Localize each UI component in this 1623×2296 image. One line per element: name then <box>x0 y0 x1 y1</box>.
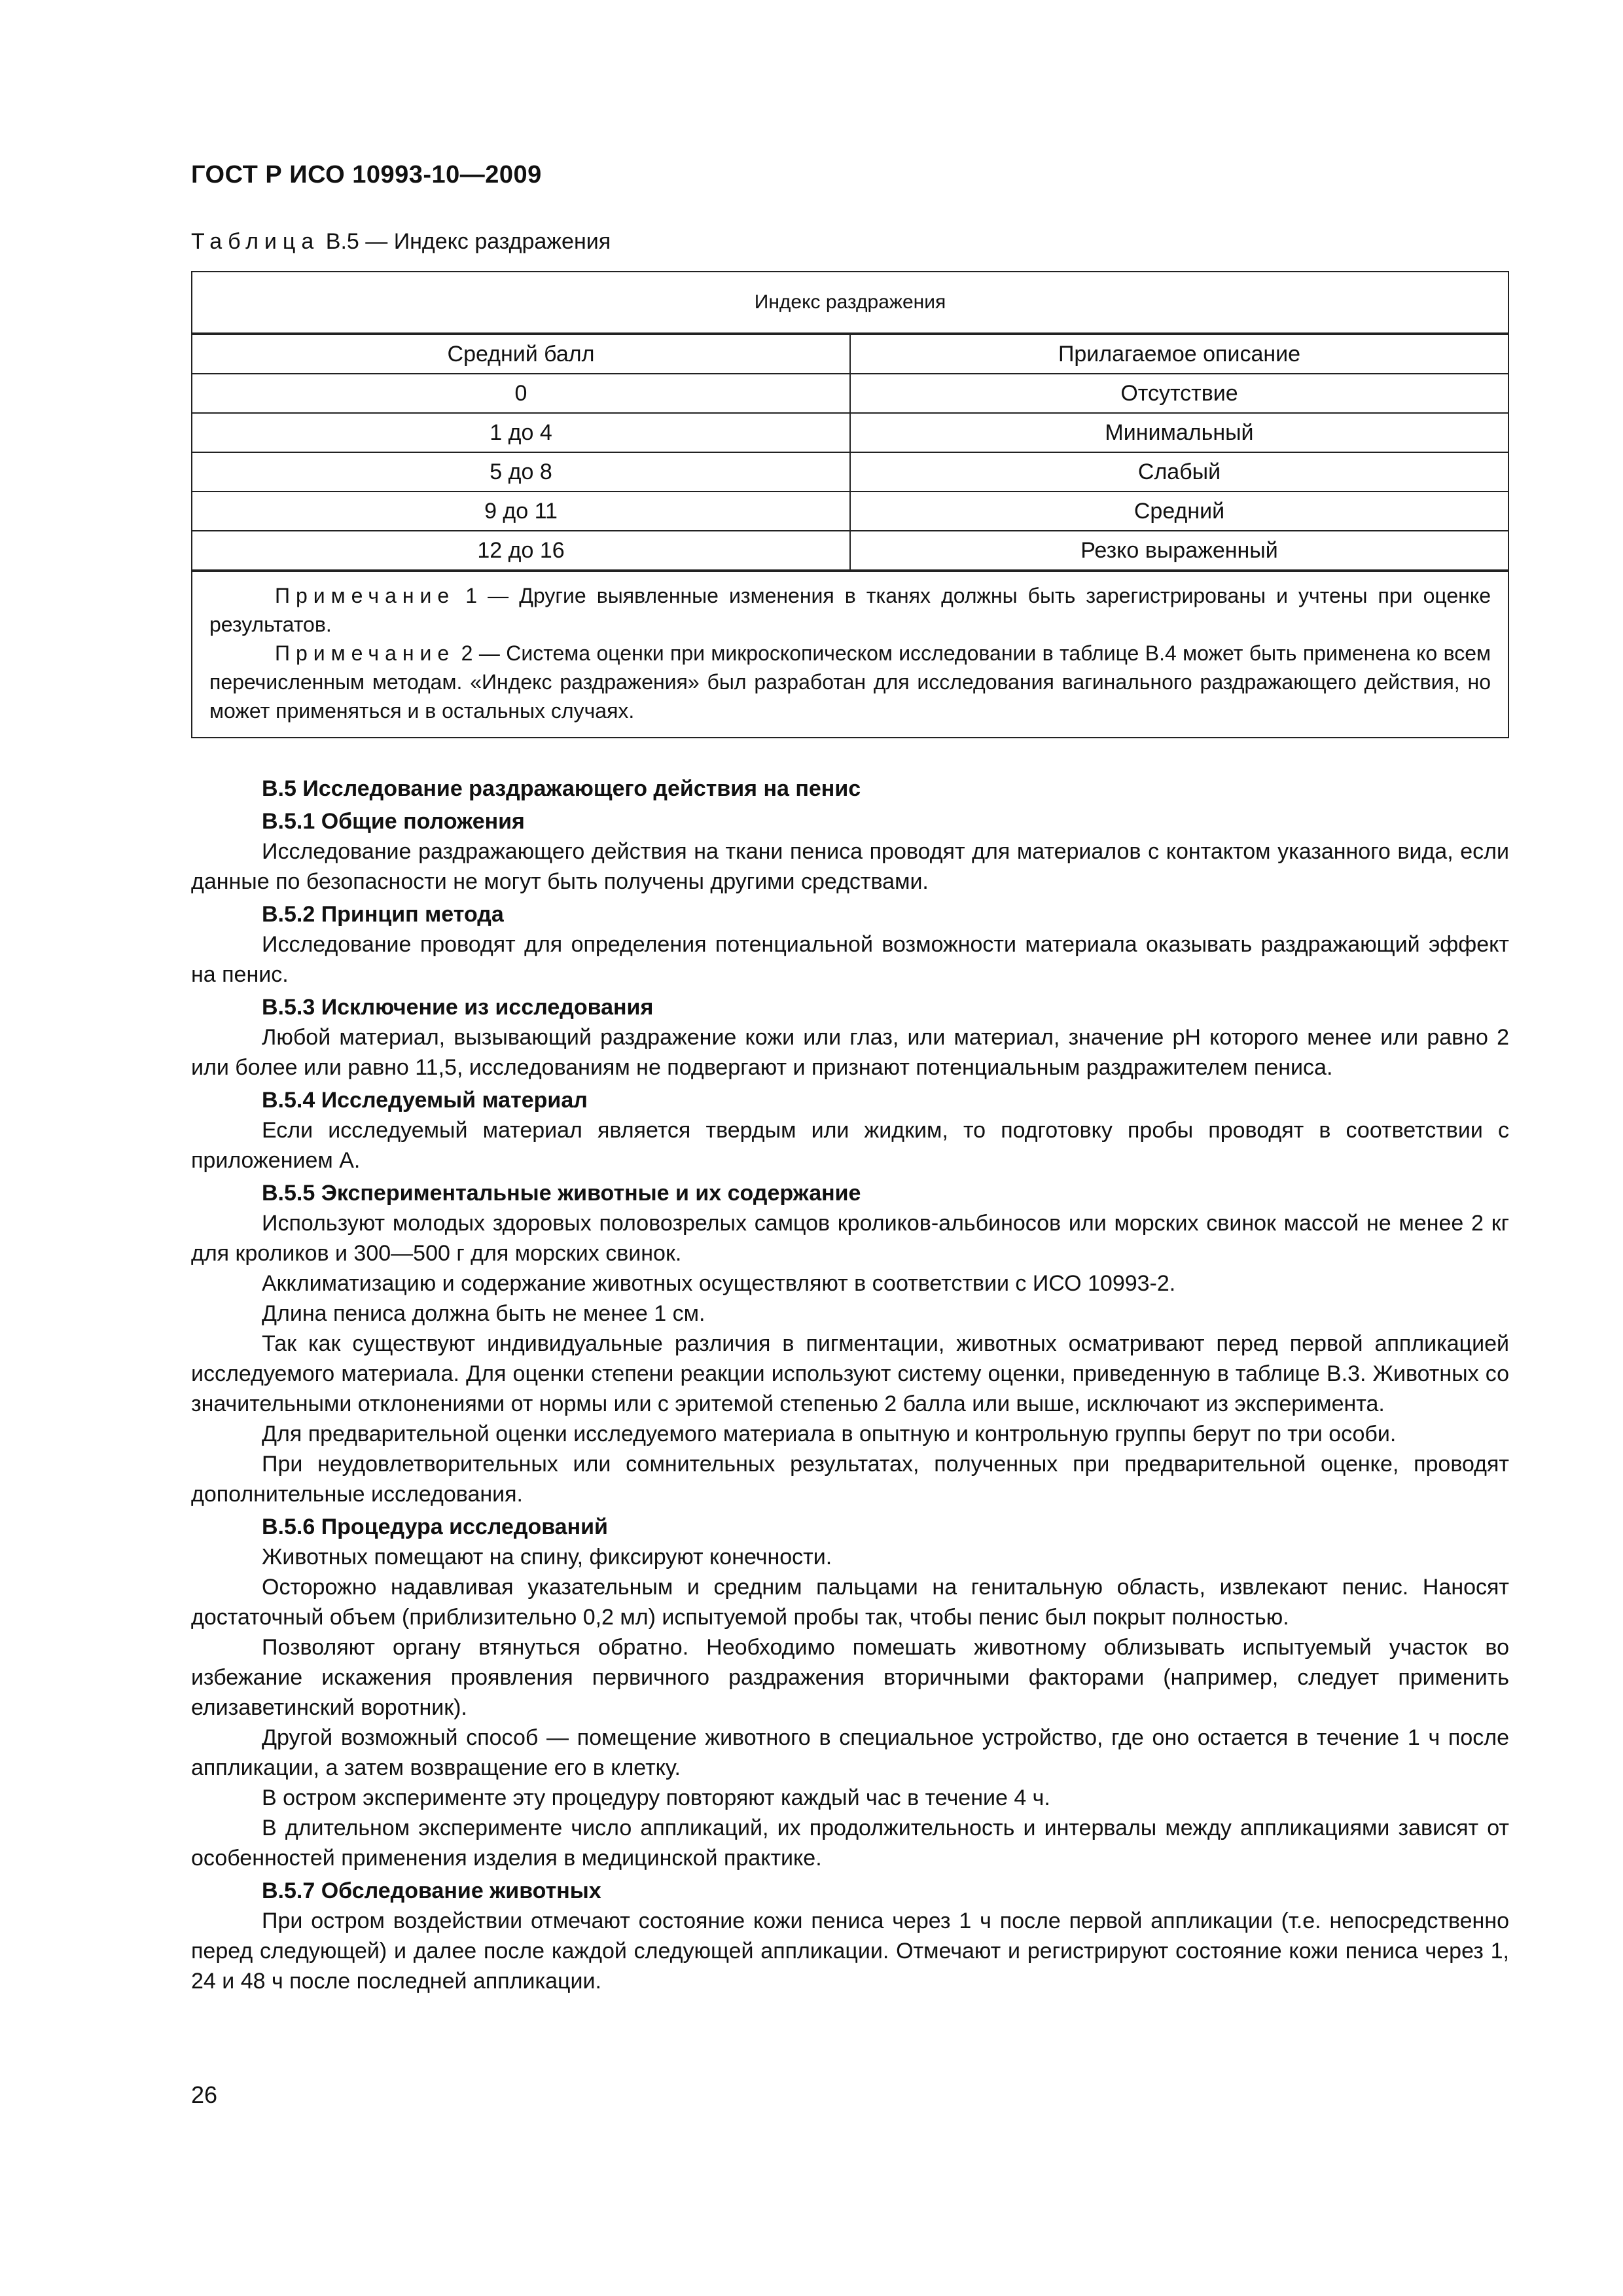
table-row <box>192 452 1508 492</box>
paragraph: В длительном эксперименте число аппликаций, их продолжительность и интервалы между аппликациями зависят от особенностей применения изделия в медицинской практике. <box>191 1816 1509 1871</box>
paragraph: Животных помещают на спину, фиксируют конечности. <box>262 1545 832 1570</box>
score-cell: 9 до 11 <box>192 492 850 531</box>
paragraph: Так как существуют индивидуальные различия в пигментации, животных осматривают перед первой аппликацией исследуемого материала. Для оценки степени реакции используют систему оценки, приведенную в таблице B.3. Животных со значительными отклонениями от нормы или с эритемой степенью 2 балла или выше, исключают из эксперимента. <box>191 1331 1509 1416</box>
section-heading-b53: B.5.3 Исключение из исследования <box>262 995 654 1020</box>
note-text: 2 — Система оценки при микроскопическом исследовании в таблице B.4 может быть применена ко всем перечисленным методам. «Индекс раздражения» был разработан для исследования вагинального раздражающего действия, но может применяться и в остальных случаях. <box>209 641 1491 723</box>
section-heading-b57: B.5.7 Обследование животных <box>262 1878 601 1903</box>
paragraph: Любой материал, вызывающий раздражение кожи или глаз, или материал, значение pH которого менее или равно 2 или более или равно 11,5, исследованиям не подвергают и признают потенциальным раздражителем пениса. <box>191 1025 1509 1080</box>
section-heading-b56: B.5.6 Процедура исследований <box>262 1515 608 1539</box>
table-notes <box>192 571 1508 738</box>
description-cell: Отсутствие <box>850 374 1508 413</box>
table-row <box>192 413 1508 452</box>
table-row <box>192 374 1508 413</box>
paragraph: При остром воздействии отмечают состояние кожи пениса через 1 ч после первой аппликации (т.е. непосредственно перед следующей) и далее после каждой следующей аппликации. Отмечают и регистрируют состояние кожи пениса через 1, 24 и 48 ч после последней аппликации. <box>191 1909 1509 1994</box>
description-cell: Слабый <box>850 452 1508 492</box>
table-note-2 <box>209 639 1491 725</box>
section-heading-b51: B.5.1 Общие положения <box>262 809 525 834</box>
paragraph: Исследование раздражающего действия на ткани пениса проводят для материалов с контактом указанного вида, если данные по безопасности не могут быть получены другими средствами. <box>191 839 1509 894</box>
table-row <box>192 531 1508 571</box>
paragraph: Акклиматизацию и содержание животных осуществляют в соответствии с ИСО 10993-2. <box>262 1271 1176 1296</box>
section-heading-b55: B.5.5 Экспериментальные животные и их содержание <box>262 1181 861 1206</box>
table-notes-row <box>192 571 1508 738</box>
column-header-score: Средний балл <box>192 334 850 374</box>
score-cell: 12 до 16 <box>192 531 850 571</box>
description-cell: Резко выраженный <box>850 531 1508 571</box>
paragraph: Используют молодых здоровых половозрелых самцов кроликов-альбиносов или морских свинок массой не менее 2 кг для кроликов и 300—500 г для морских свинок. <box>191 1211 1509 1266</box>
paragraph: Осторожно надавливая указательным и средним пальцами на генитальную область, извлекают пенис. Наносят достаточный объем (приблизительно 0,2 мл) испытуемой пробы так, чтобы пенис был покрыт полностью. <box>191 1575 1509 1630</box>
table-header-row <box>192 334 1508 374</box>
description-cell: Средний <box>850 492 1508 531</box>
section-heading-b52: B.5.2 Принцип метода <box>262 902 504 927</box>
paragraph: Позволяют органу втянуться обратно. Необходимо помешать животному облизывать испытуемый участок во избежание искажения проявления первичного раздражения вторичными факторами (например, следует применить елизаветинский воротник). <box>191 1635 1509 1720</box>
document-body <box>191 771 1509 1996</box>
section-heading-b5: B.5 Исследование раздражающего действия на пенис <box>262 776 861 801</box>
paragraph: Если исследуемый материал является твердым или жидким, то подготовку пробы проводят в соответствии с приложением А. <box>191 1118 1509 1173</box>
score-cell: 1 до 4 <box>192 413 850 452</box>
paragraph: Исследование проводят для определения потенциальной возможности материала оказывать раздражающий эффект на пенис. <box>191 932 1509 987</box>
note-label: Примечание <box>275 641 455 665</box>
paragraph: Длина пениса должна быть не менее 1 см. <box>262 1301 705 1326</box>
table-note-1 <box>209 581 1491 639</box>
document-header: ГОСТ Р ИСО 10993-10—2009 <box>191 161 542 188</box>
page-number: 26 <box>191 2081 218 2108</box>
table-row <box>192 492 1508 531</box>
table-caption <box>191 229 611 255</box>
description-cell: Минимальный <box>850 413 1508 452</box>
paragraph: В остром эксперименте эту процедуру повторяют каждый час в течение 4 ч. <box>262 1785 1050 1810</box>
table-caption-text: B.5 — Индекс раздражения <box>325 229 611 254</box>
score-cell: 5 до 8 <box>192 452 850 492</box>
score-cell: 0 <box>192 374 850 413</box>
paragraph: Для предварительной оценки исследуемого материала в опытную и контрольную группы берут по три особи. <box>262 1422 1397 1446</box>
note-text: 1 — Другие выявленные изменения в тканях должны быть зарегистрированы и учтены при оценке результатов. <box>209 584 1491 636</box>
section-heading-b54: B.5.4 Исследуемый материал <box>262 1088 588 1113</box>
table-title: Индекс раздражения <box>192 272 1508 334</box>
table-caption-label: Таблица <box>191 229 320 254</box>
column-header-description: Прилагаемое описание <box>850 334 1508 374</box>
irritation-index-table <box>191 271 1509 738</box>
table-title-row <box>192 272 1508 334</box>
paragraph: При неудовлетворительных или сомнительных результатах, полученных при предварительной оценке, проводят дополнительные исследования. <box>191 1452 1509 1507</box>
note-label: Примечание <box>275 584 455 607</box>
paragraph: Другой возможный способ — помещение животного в специальное устройство, где оно остается в течение 1 ч после аппликации, а затем возвращение его в клетку. <box>191 1725 1509 1780</box>
